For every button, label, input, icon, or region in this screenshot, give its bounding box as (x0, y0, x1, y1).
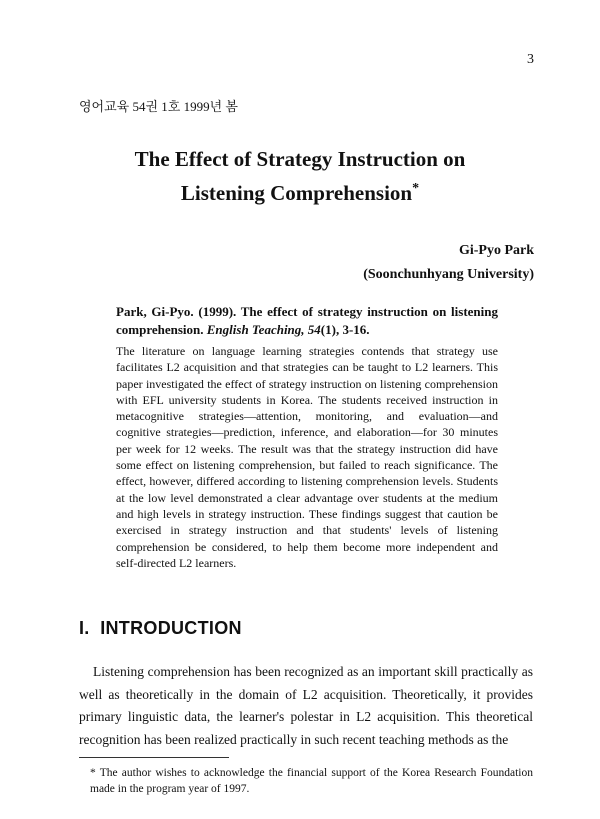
section-heading: I. INTRODUCTION (79, 618, 242, 638)
page-number: 3 (527, 52, 534, 67)
title-footnote-mark: * (412, 181, 420, 196)
intro-paragraph: Listening comprehension has been recognized as an important skill practically as well as theoretically in the domain of L2 acquisition. Theoretically, it provides primary linguistic data, the learner's polestar in L2 acquisition. This theoretical recognition has been realized practically in such recent teaching methods as the (79, 664, 533, 747)
footnote: * The author wishes to acknowledge the financial support of the Korea Research Foundation made in the program year of 1997. (90, 767, 533, 795)
citation-authors: Park, Gi-Pyo. (1999). The effect of strategy instruction on listening comprehension. (116, 304, 498, 337)
citation (116, 303, 498, 339)
author-block (363, 239, 534, 287)
abstract-block (116, 303, 498, 571)
title-line-1: The Effect of Strategy Instruction on (134, 147, 466, 171)
citation-issue-pages: (1), 3-16. (320, 322, 370, 337)
paper-title (0, 144, 600, 208)
title-line-2 (0, 174, 600, 208)
footnote-rule (79, 757, 229, 758)
abstract-text: The literature on language learning strategies contends that strategy use facilitates L2 acquisition and that strategies can be taught to L2 learners. This paper investigated the effect of strategy instruction on listening comprehension with EFL university students in Korea. The students received instruction in metacognitive strategies—attention, monitoring, and evaluation—and cognitive strategies—prediction, inference, and elaboration—for 30 minutes per week for 12 weeks. The result was that the strategy instruction did have some effect on listening comprehension, but failed to reach significance. The effect, however, differed according to listening comprehension levels. Students at the low level demonstrated a clear advantage over students at the medium and high levels in strategy instruction. These findings suggest that caution be exercised in strategy instruction and that students' levels of listening comprehension be considered, to help them become more independent and self-directed L2 learners. (116, 344, 498, 570)
title-line-2-text: Listening Comprehension (180, 181, 413, 205)
author-affiliation: (Soonchunhyang University) (363, 267, 534, 282)
author-name: Gi-Pyo Park (458, 243, 534, 258)
journal-header: 영어교육 54권 1호 1999년 봄 (79, 99, 238, 114)
citation-journal: English Teaching, 54 (206, 322, 321, 337)
